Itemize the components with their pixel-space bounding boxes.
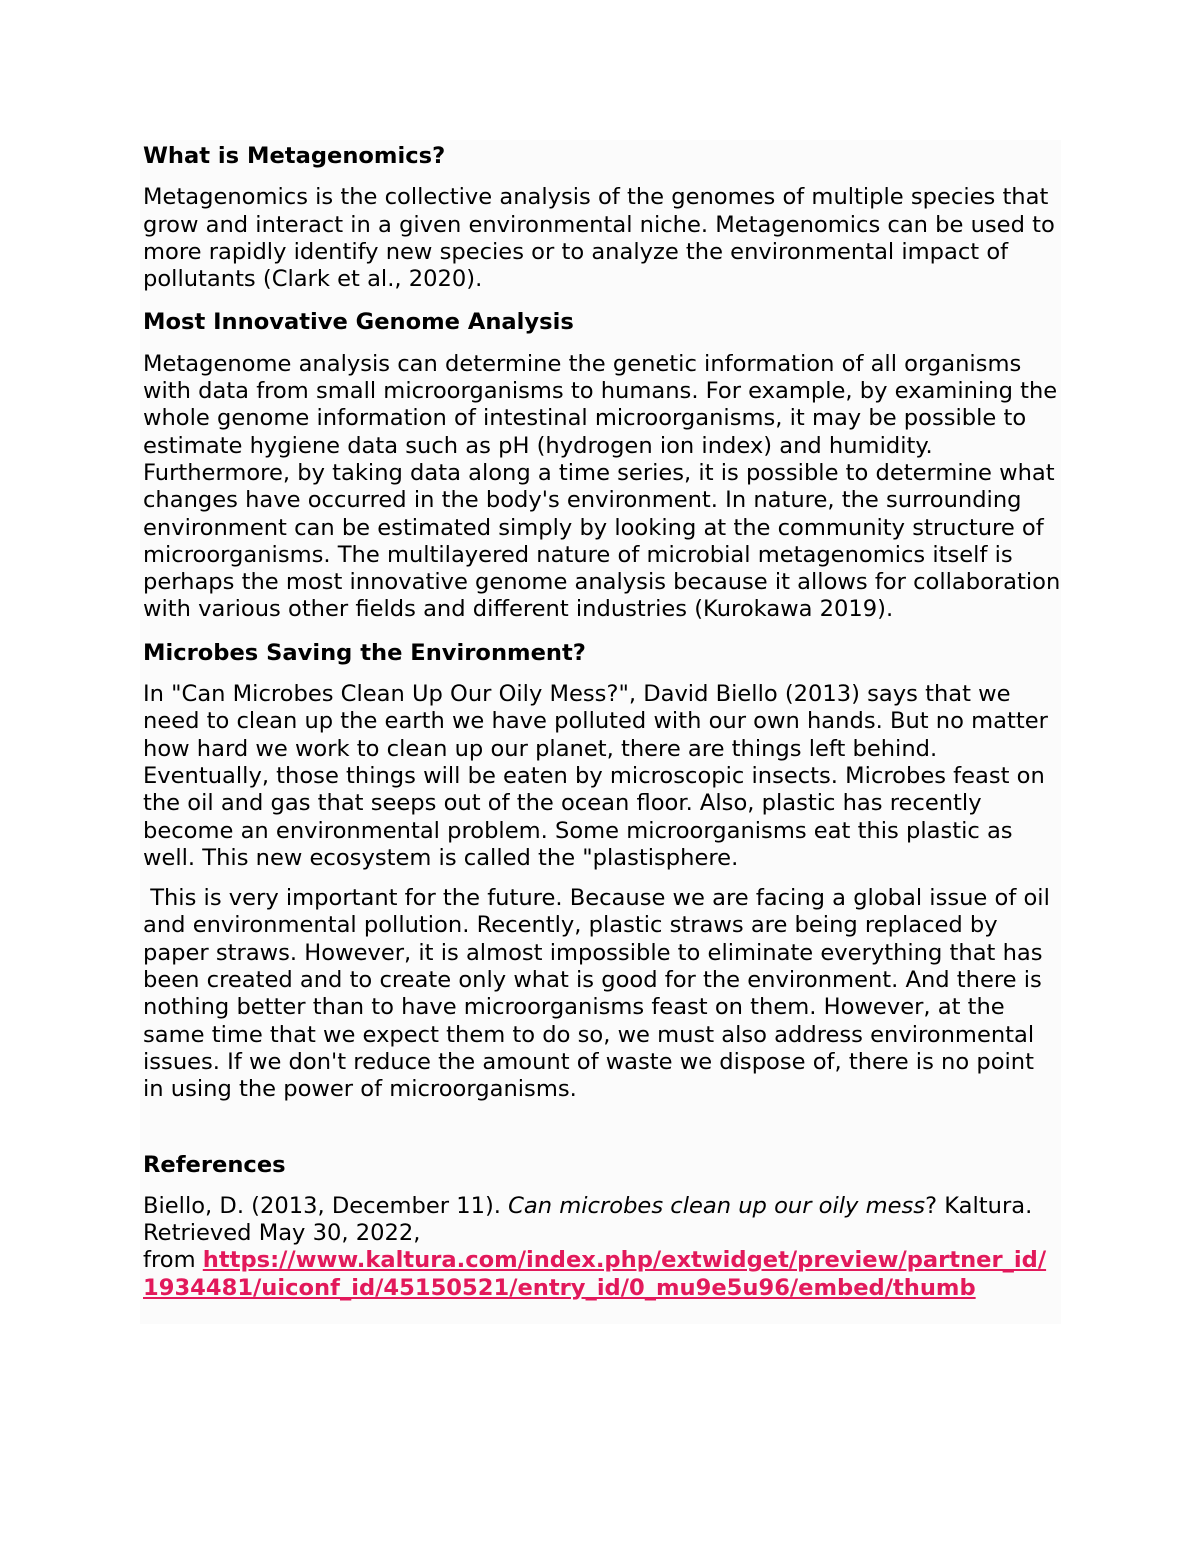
- section-spacer: [143, 1104, 1061, 1152]
- references-heading: References: [143, 1151, 286, 1178]
- reference-url-link[interactable]: https://www.kaltura.com/index.php/extwidget/preview/partner_id/1934481/uiconf_id/45150521/entry_id/0_mu9e5u96/embed/thumb: [143, 1247, 1047, 1301]
- section-paragraph-genome-analysis: Metagenome analysis can determine the genetic information of all organisms with data from small microorganisms to humans. For example, by examining the whole genome information of intestinal microorganisms, it may be possible to estimate hygiene data such as pH (hydrogen ion index) and humidity. Furthermore, by taking data along a time series, it is possible to determine what changes have occurred in the body's environment. In nature, the surrounding environment can be estimated simply by looking at the community structure of microorganisms. The multilayered nature of microbial metagenomics itself is perhaps the most innovative genome analysis because it allows for collaboration with various other fields and different industries (Kurokawa 2019).: [143, 350, 1061, 623]
- reference-entry: [143, 1193, 1061, 1302]
- section-paragraph-future-importance: This is very important for the future. Because we are facing a global issue of oil and environmental pollution. Recently, plastic straws are being replaced by paper straws. However, it is almost impossible to eliminate everything that has been created and to create only what is good for the environment. And there is nothing better than to have microorganisms feast on them. However, at the same time that we expect them to do so, we must also address environmental issues. If we don't reduce the amount of waste we dispose of, there is no point in using the power of microorganisms.: [143, 885, 1058, 1103]
- section-heading-genome-analysis: Most Innovative Genome Analysis: [143, 309, 574, 336]
- reference-author-date: Biello, D. (2013, December 11).: [143, 1192, 509, 1219]
- section-paragraph-microbes-oily-mess: In "Can Microbes Clean Up Our Oily Mess?", David Biello (2013) says that we need to clean up the earth we have polluted with our own hands. But no matter how hard we work to clean up our planet, there are things left behind. Eventually, those things will be eaten by microscopic insects. Microbes feast on the oil and gas that seeps out of the ocean floor. Also, plastic has recently become an environmental problem. Some microorganisms eat this plastic as well. This new ecosystem is called the "plastisphere.: [143, 681, 1048, 871]
- reference-publisher-retrieved: ? Kaltura. Retrieved May 30, 2022,: [143, 1192, 1033, 1247]
- document-body: [140, 140, 1061, 1324]
- section-heading-what-is-metagenomics: What is Metagenomics?: [143, 143, 446, 169]
- reference-work-title: Can microbes clean up our oily mess: [508, 1192, 926, 1219]
- section-heading-microbes-environment: Microbes Saving the Environment?: [143, 639, 586, 666]
- section-paragraph-metagenomics-definition: Metagenomics is the collective analysis of the genomes of multiple species that grow and interact in a given environmental niche. Metagenomics can be used to more rapidly identify new species or to analyze the environmental impact of pollutants (Clark et al., 2020).: [143, 184, 1055, 293]
- reference-from-label: from: [143, 1247, 203, 1274]
